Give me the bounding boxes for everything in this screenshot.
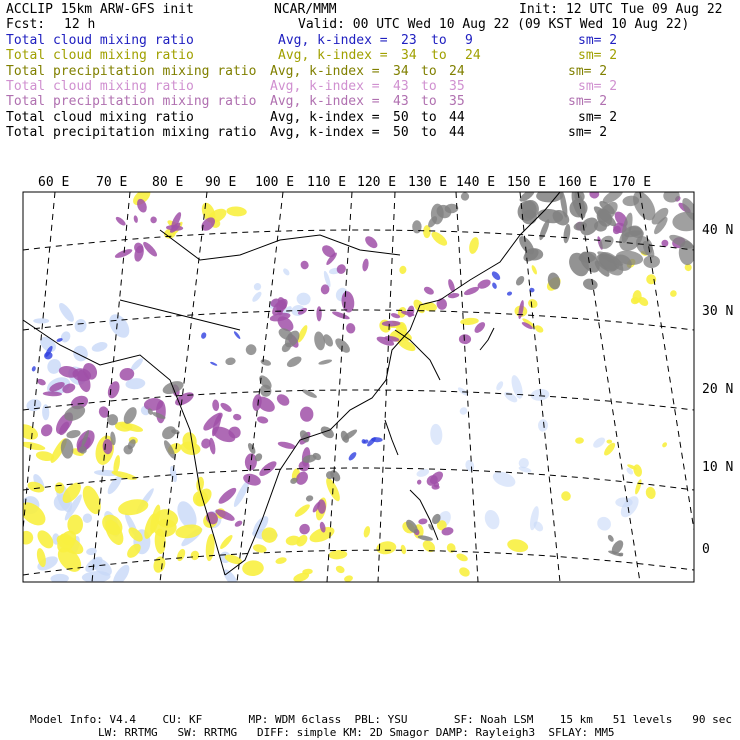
legend-k-to: 44 (449, 125, 465, 140)
init-time: Init: 12 UTC Tue 09 Aug 22 (519, 2, 723, 17)
latitude-label: 10 N (702, 460, 734, 475)
latitude-label: 40 N (702, 223, 734, 238)
legend-field-name: Total precipitation mixing ratio (6, 94, 257, 109)
legend-k-from: 23 (401, 33, 417, 48)
legend-avg-label: Avg, k-index = (270, 125, 380, 140)
purple-precip (316, 306, 321, 321)
legend-smoothing: sm= 2 (578, 33, 618, 48)
legend-avg-label: Avg, k-index = (270, 94, 380, 109)
longitude-label: 100 E (255, 175, 295, 190)
org-label: NCAR/MMM (274, 2, 337, 17)
legend-to-word: to (421, 79, 437, 94)
legend-to-word: to (421, 110, 437, 125)
longitude-label: 110 E (307, 175, 347, 190)
legend-to-word: to (431, 33, 447, 48)
legend-to-word: to (421, 64, 437, 79)
yellow-cloud (607, 440, 613, 444)
legend-k-from: 34 (401, 48, 417, 63)
legend-smoothing: sm= 2 (578, 48, 618, 63)
legend-k-to: 24 (465, 48, 481, 63)
legend-smoothing: sm= 2 (568, 125, 608, 140)
fcst-label: Fcst: (6, 17, 46, 32)
legend-avg-label: Avg, k-index = (270, 110, 380, 125)
legend-k-to: 24 (449, 64, 465, 79)
longitude-label: 80 E (152, 175, 184, 190)
longitude-label: 120 E (357, 175, 397, 190)
legend-avg-label: Avg, k-index = (270, 64, 380, 79)
latitude-label: 0 (702, 542, 710, 557)
legend-k-to: 35 (449, 79, 465, 94)
legend-k-from: 50 (393, 125, 409, 140)
legend-to-word: to (431, 48, 447, 63)
legend-field-name: Total precipitation mixing ratio (6, 64, 257, 79)
longitude-label: 170 E (612, 175, 652, 190)
longitude-label: 130 E (408, 175, 448, 190)
light-blue-cloud (33, 318, 49, 323)
legend-field-name: Total cloud mixing ratio (6, 79, 194, 94)
fcst-value: 12 h (64, 17, 96, 32)
legend-to-word: to (421, 125, 437, 140)
latitude-label: 20 N (702, 382, 734, 397)
valid-time: Valid: 00 UTC Wed 10 Aug 22 (09 KST Wed 10 Aug 22) (298, 17, 690, 32)
legend-field-name: Total precipitation mixing ratio (6, 125, 257, 140)
legend-field-name: Total cloud mixing ratio (6, 48, 194, 63)
legend-k-from: 34 (393, 64, 409, 79)
footer-physics-info: LW: RRTMG SW: RRTMG DIFF: simple KM: 2D Smagor DAMP: Rayleigh3 SFLAY: MM5 (98, 726, 615, 739)
latitude-labels (702, 223, 733, 557)
legend-k-to: 9 (465, 33, 473, 48)
legend-k-to: 35 (449, 94, 465, 109)
legend-field-name: Total cloud mixing ratio (6, 33, 194, 48)
legend-smoothing: sm= 2 (568, 64, 608, 79)
longitude-label: 160 E (558, 175, 598, 190)
legend-avg-label: Avg, k-index = (278, 33, 388, 48)
gray-cloud (412, 220, 421, 233)
legend-k-to: 44 (449, 110, 465, 125)
model-title: ACCLIP 15km ARW-GFS init (6, 2, 194, 17)
legend-smoothing: sm= 2 (578, 110, 618, 125)
longitude-label: 60 E (38, 175, 70, 190)
legend-avg-label: Avg, k-index = (278, 48, 388, 63)
longitude-label: 90 E (205, 175, 237, 190)
legend-k-from: 43 (393, 79, 409, 94)
legend-smoothing: sm= 2 (578, 79, 618, 94)
legend-k-from: 43 (393, 94, 409, 109)
longitude-label: 70 E (96, 175, 128, 190)
legend-field-name: Total cloud mixing ratio (6, 110, 194, 125)
latitude-label: 30 N (702, 304, 734, 319)
map-plot-area (15, 186, 701, 589)
legend-k-from: 50 (393, 110, 409, 125)
legend-smoothing: sm= 2 (568, 94, 608, 109)
longitude-label: 140 E (456, 175, 496, 190)
longitude-label: 150 E (507, 175, 547, 190)
footer-model-info: Model Info: V4.4 CU: KF MP: WDM 6class PBL: YSU SF: Noah LSM 15 km 51 levels 90 sec (30, 713, 732, 726)
legend-avg-label: Avg, k-index = (270, 79, 380, 94)
legend-to-word: to (421, 94, 437, 109)
longitude-labels (38, 175, 651, 190)
